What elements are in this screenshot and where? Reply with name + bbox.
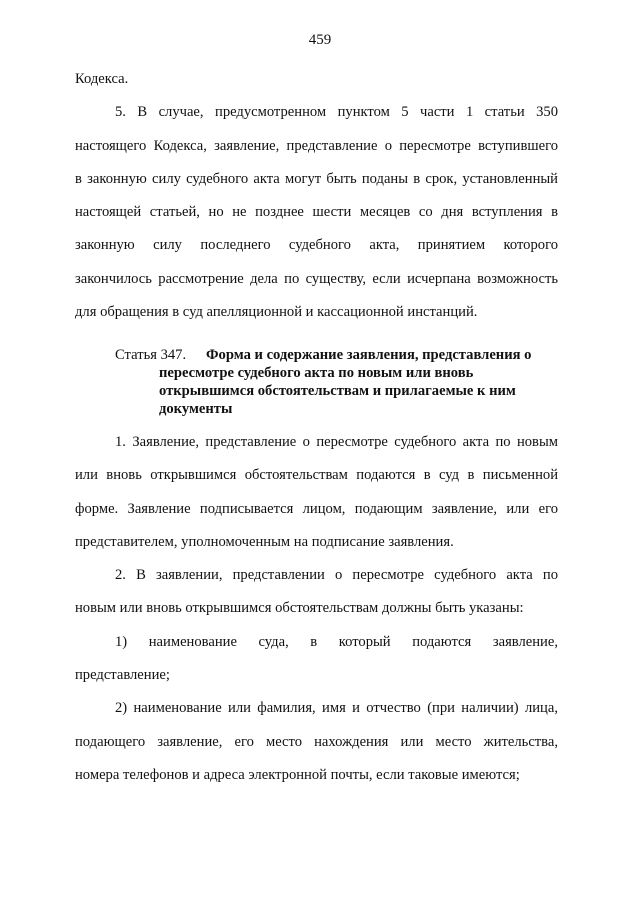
text-line: настоящего Кодекса, заявление, представление о пересмотре вступившего [75, 137, 558, 154]
text-line: закончилось рассмотрение дела по существу, если исчерпана возможность [75, 270, 558, 287]
text-line: Кодекса. [75, 71, 129, 87]
text-line: для обращения в суд апелляционной и кассационной инстанций. [75, 304, 478, 321]
text-line: 1) наименование суда, в который подаются заявление, [115, 633, 558, 650]
paragraph-block-2 [75, 432, 558, 798]
text-line: или вновь открывшимся обстоятельствам подаются в суд в письменной [75, 467, 558, 484]
article-title-line: пересмотре судебного акта по новым или вновь [159, 365, 474, 381]
text-line: 2. В заявлении, представлении о пересмотре судебного акта по [115, 567, 558, 584]
article-heading [115, 346, 575, 418]
text-line: форме. Заявление подписывается лицом, подающим заявление, или его [75, 500, 558, 517]
text-line: номера телефонов и адреса электронной почты, если таковые имеются; [75, 766, 520, 783]
text-line: 1. Заявление, представление о пересмотре судебного акта по новым [115, 434, 558, 450]
text-line: 5. В случае, предусмотренном пунктом 5 части 1 статьи 350 [115, 104, 558, 121]
text-line: настоящей статьей, но не позднее шести месяцев со дня вступления в [75, 204, 558, 221]
text-line: представителем, уполномоченным на подписание заявления. [75, 533, 454, 550]
text-line: 2) наименование или фамилия, имя и отчество (при наличии) лица, [115, 700, 558, 717]
article-title-line: Форма и содержание заявления, представления о [206, 347, 532, 363]
paragraph-block-1 [75, 69, 558, 335]
article-title-line: документы [159, 401, 233, 417]
page-number: 459 [308, 32, 332, 48]
text-line: в законную силу судебного акта могут быть поданы в срок, установленный [75, 170, 558, 187]
article-label: Статья 347. [115, 347, 187, 363]
text-line: подающего заявление, его место нахождения или место жительства, [75, 733, 558, 750]
text-line: новым или вновь открывшимся обстоятельствам должны быть указаны: [75, 600, 524, 617]
article-title-line: открывшимся обстоятельствам и прилагаемые к ним [159, 383, 516, 399]
text-line: законную силу последнего судебного акта, принятием которого [75, 237, 558, 254]
text-line: представление; [75, 667, 170, 684]
